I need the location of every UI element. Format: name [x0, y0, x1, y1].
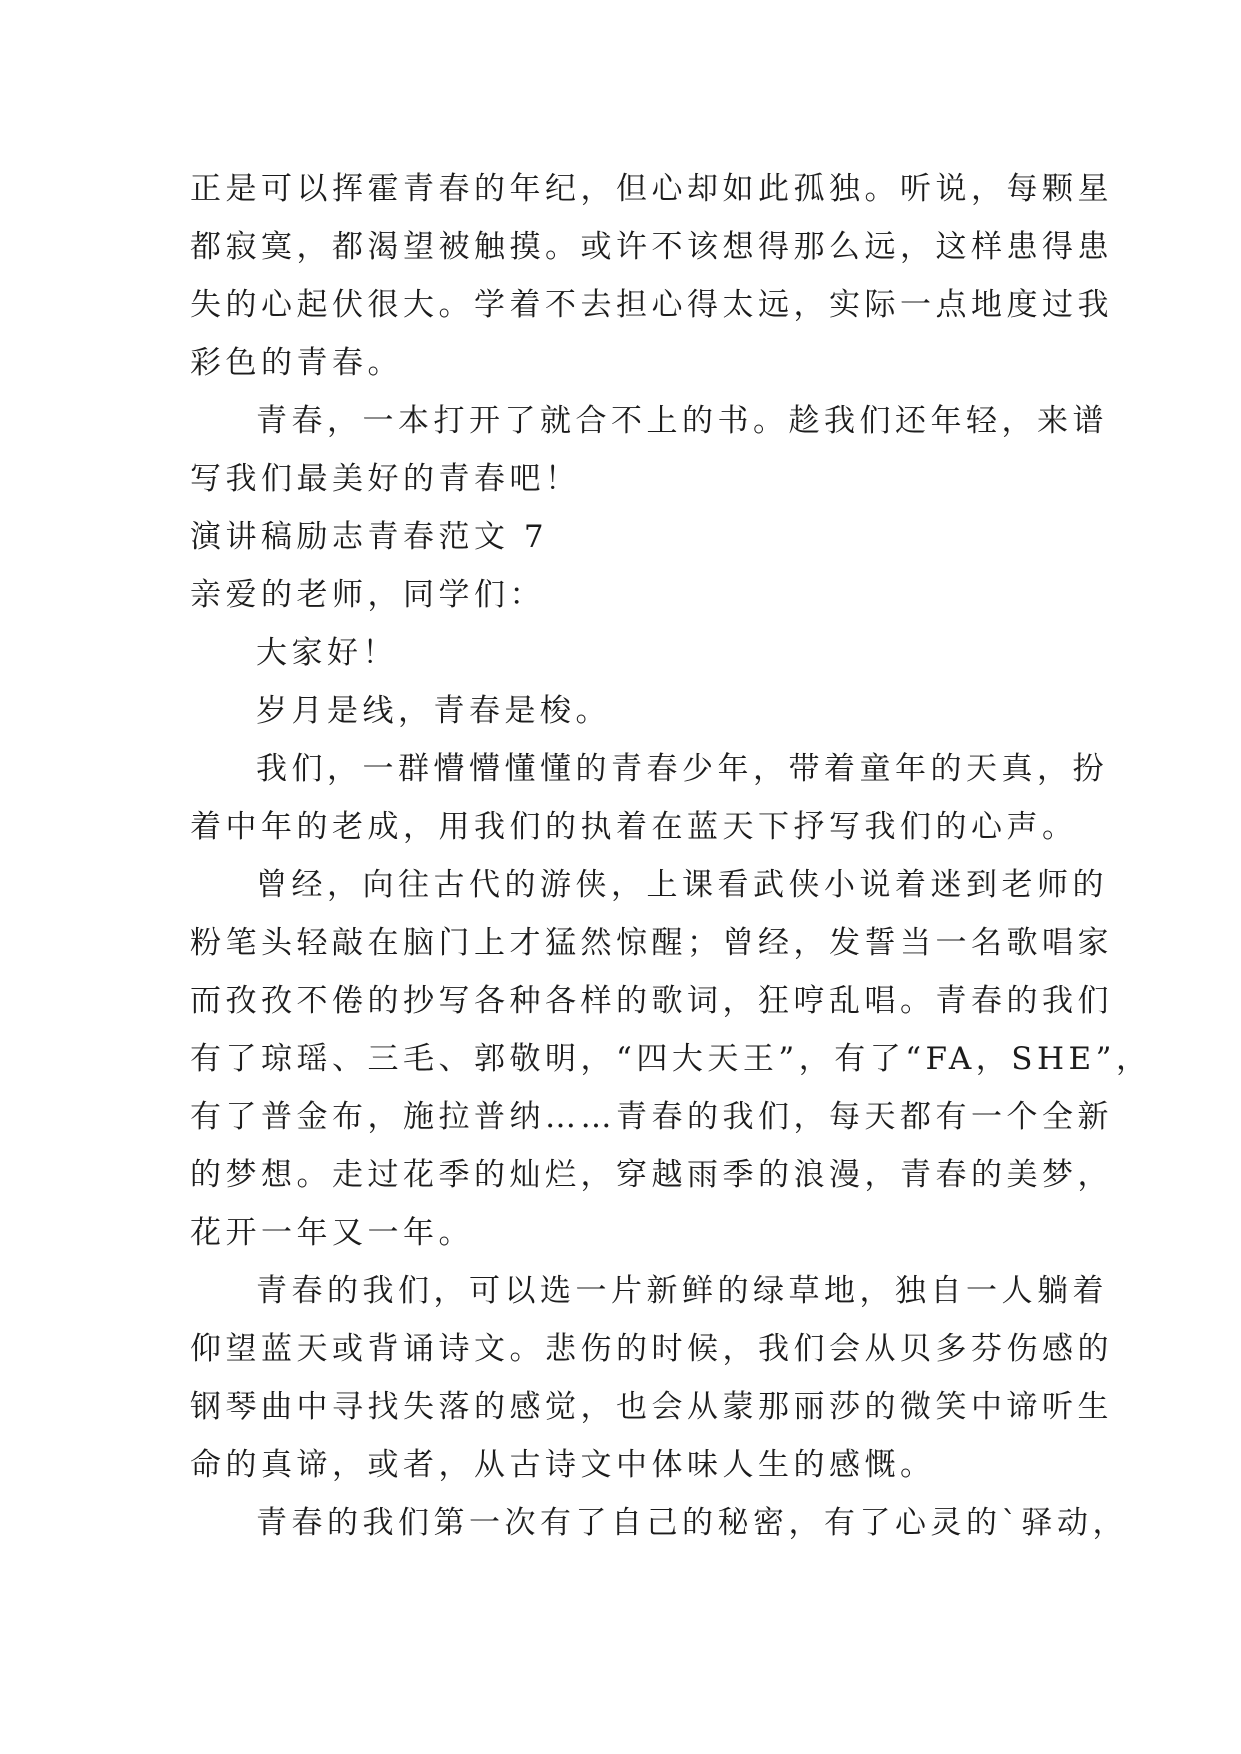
text-line: 亲爱的老师，同学们：	[190, 577, 545, 613]
text-line: 的梦想。走过花季的灿烂，穿越雨季的浪漫，青春的美梦，	[190, 1157, 1113, 1193]
document-body	[190, 160, 1152, 1552]
text-line: 青春，一本打开了就合不上的书。趁我们还年轻，来谱	[256, 403, 1108, 439]
text-line: 花开一年又一年。	[190, 1215, 474, 1251]
text-line: 我们，一群懵懵懂懂的青春少年，带着童年的天真，扮	[256, 751, 1108, 787]
text-line: 写我们最美好的青春吧！	[190, 461, 581, 497]
text-line: 正是可以挥霍青春的年纪，但心却如此孤独。听说，每颗星	[190, 171, 1113, 207]
text-line: 着中年的老成，用我们的执着在蓝天下抒写我们的心声。	[190, 809, 1078, 845]
text-line: 大家好！	[256, 635, 398, 671]
text-line: 有了琼瑶、三毛、郭敬明，“四大天王”，有了“FA，SHE”，	[190, 1041, 1152, 1077]
text-line: 演讲稿励志青春范文 7	[190, 519, 549, 555]
text-line: 钢琴曲中寻找失落的感觉，也会从蒙那丽莎的微笑中谛听生	[190, 1389, 1113, 1425]
text-line: 都寂寞，都渴望被触摸。或许不该想得那么远，这样患得患	[190, 229, 1113, 265]
text-line: 而孜孜不倦的抄写各种各样的歌词，狂哼乱唱。青春的我们	[190, 983, 1113, 1019]
text-line: 青春的我们，可以选一片新鲜的绿草地，独自一人躺着	[256, 1273, 1108, 1309]
text-line: 仰望蓝天或背诵诗文。悲伤的时候，我们会从贝多芬伤感的	[190, 1331, 1113, 1367]
text-line: 青春的我们第一次有了自己的秘密，有了心灵的`驿动，	[256, 1505, 1128, 1541]
text-line: 有了普金布，施拉普纳……青春的我们，每天都有一个全新	[190, 1099, 1113, 1135]
text-line: 彩色的青春。	[190, 345, 403, 381]
text-line: 曾经，向往古代的游侠，上课看武侠小说着迷到老师的	[256, 867, 1108, 903]
text-line: 岁月是线，青春是梭。	[256, 693, 611, 729]
text-line: 命的真谛，或者，从古诗文中体味人生的感慨。	[190, 1447, 936, 1483]
text-line: 失的心起伏很大。学着不去担心得太远，实际一点地度过我	[190, 287, 1113, 323]
text-line: 粉笔头轻敲在脑门上才猛然惊醒；曾经，发誓当一名歌唱家	[190, 925, 1113, 961]
